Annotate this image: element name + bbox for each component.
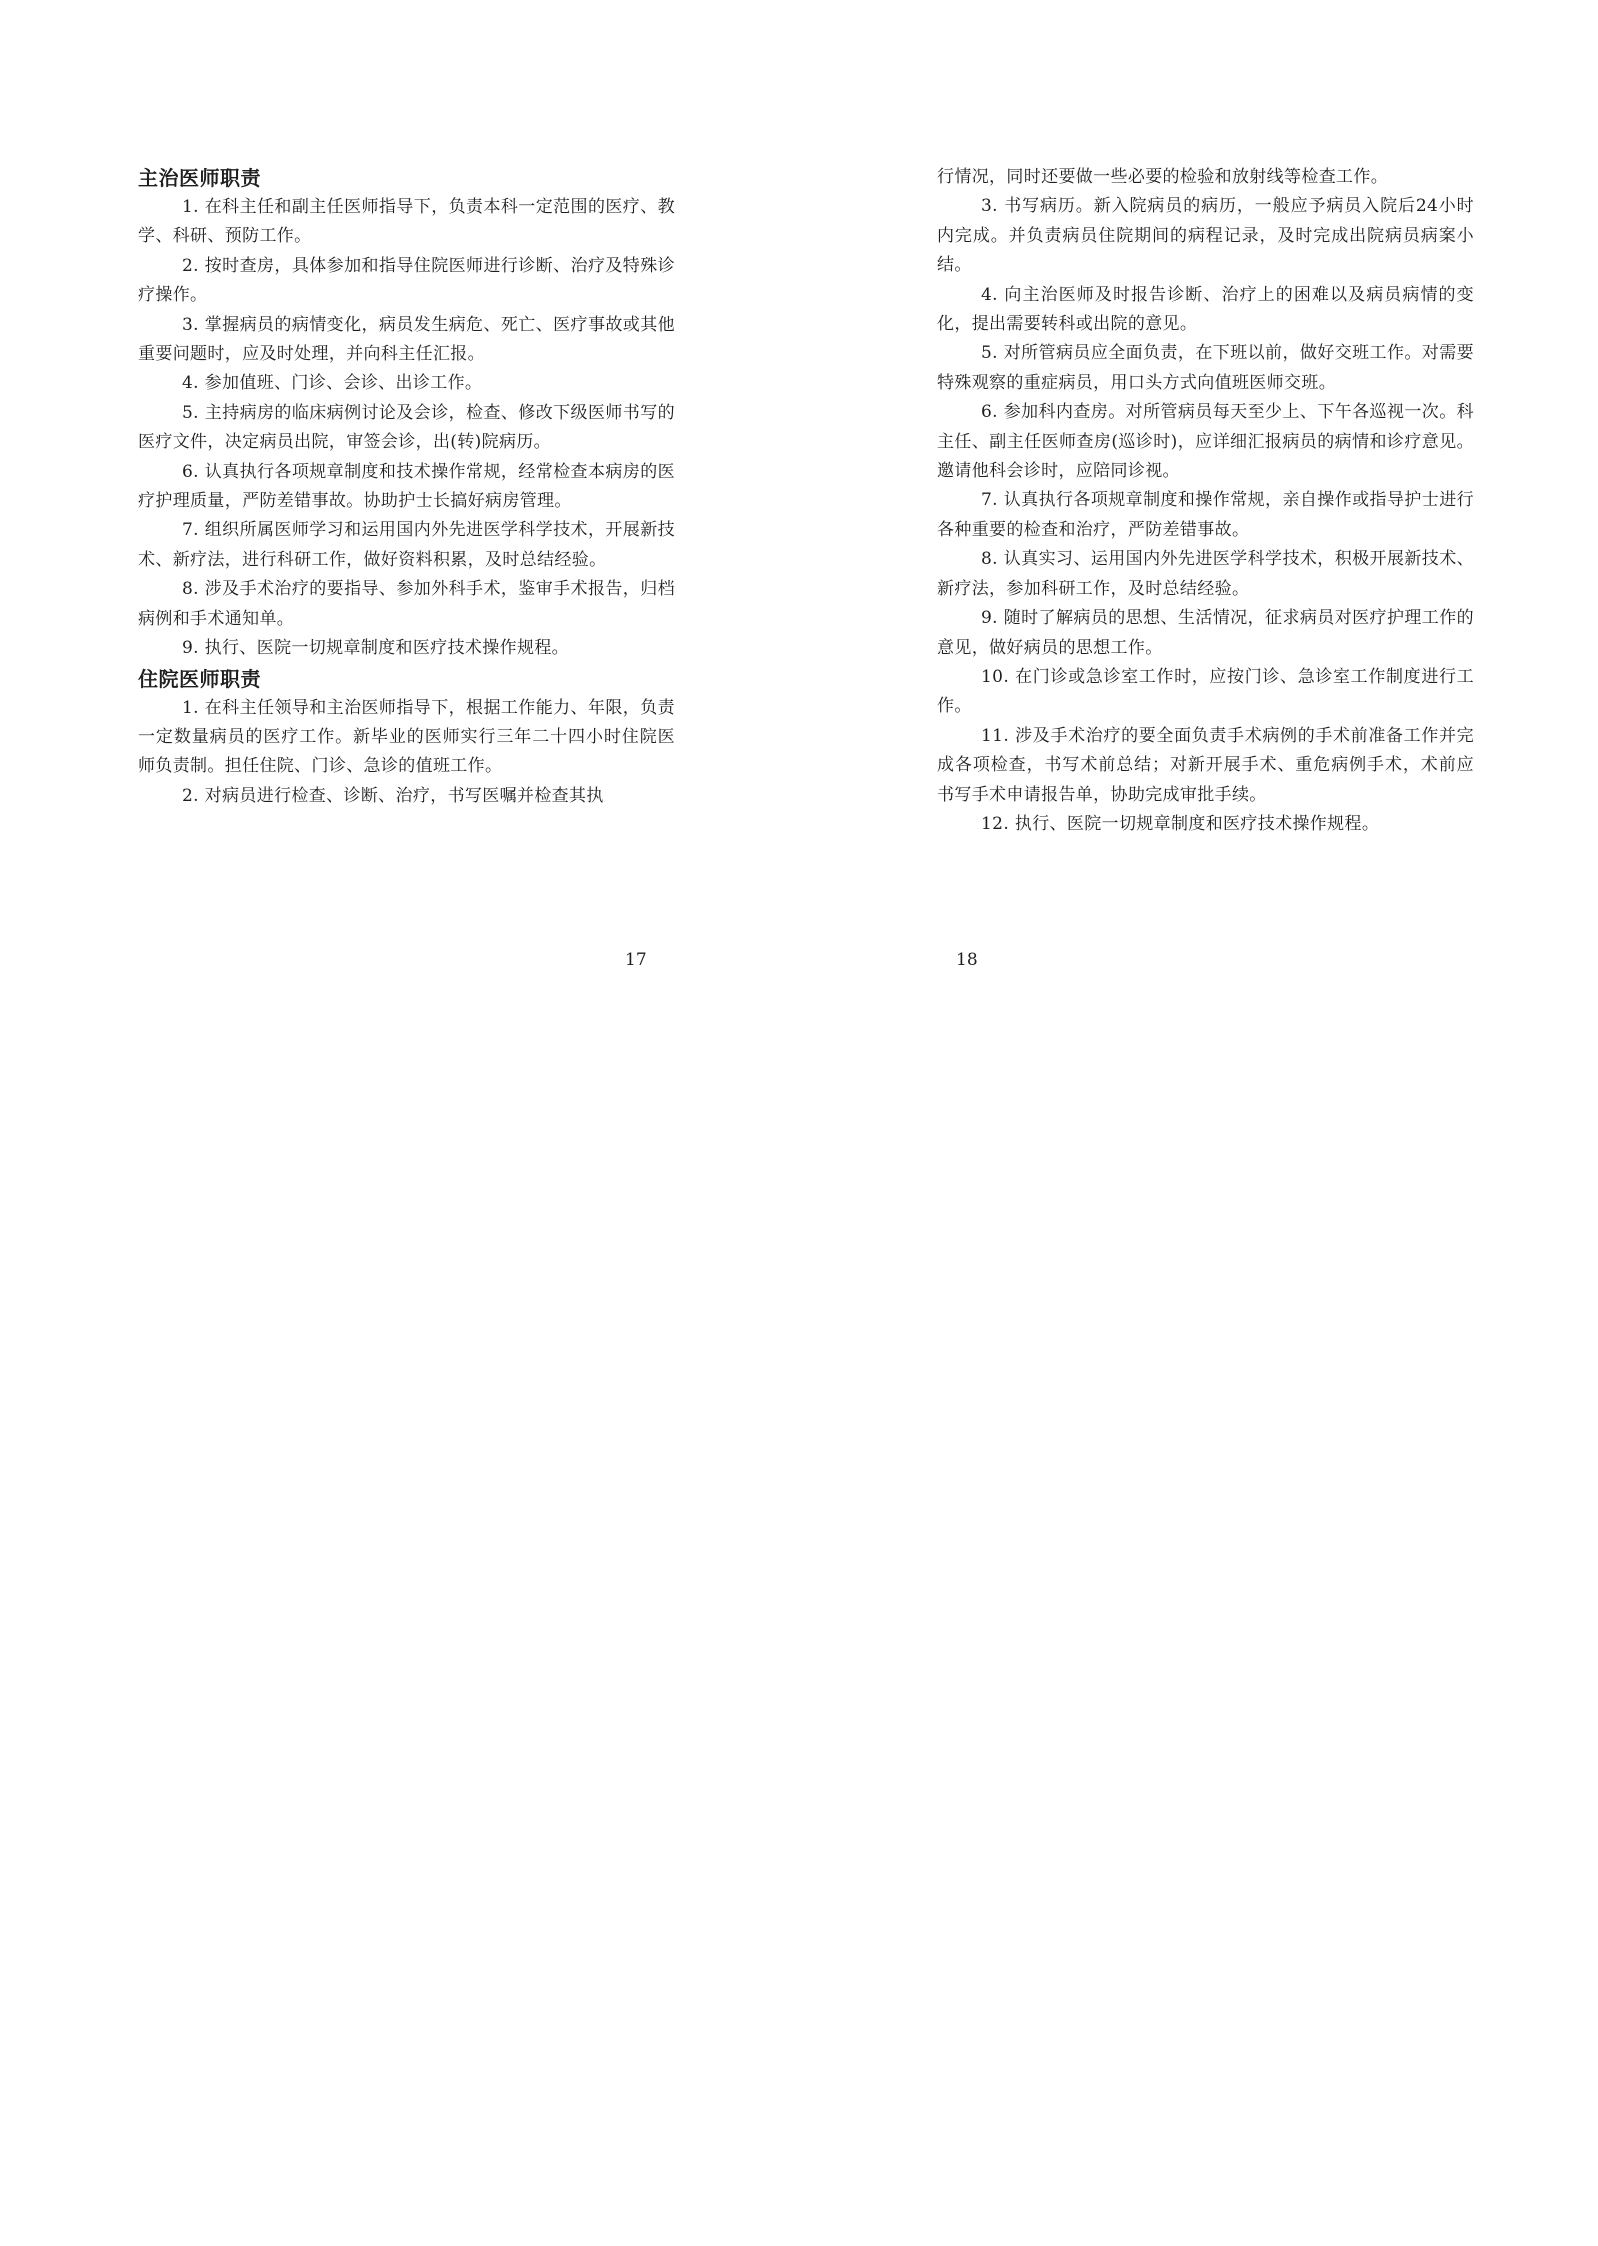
paragraph-attending-9: 9. 执行、医院一切规章制度和医疗技术操作规程。	[182, 638, 570, 659]
paragraph-resident-3: 3. 书写病历。新入院病员的病历，一般应予病员入院后24小时内完成。并负责病员住院期间的病程记录，及时完成出院病员病案小结。	[937, 196, 1474, 276]
paragraph-attending-7: 7. 组织所属医师学习和运用国内外先进医学科学技术，开展新技术、新疗法，进行科研工作，做好资料积累，及时总结经验。	[138, 520, 675, 570]
paragraph-attending-6: 6. 认真执行各项规章制度和技术操作常规，经常检查本病房的医疗护理质量，严防差错事故。协助护士长搞好病房管理。	[138, 461, 675, 512]
page-number-left: 17	[625, 950, 647, 970]
page-number-right: 18	[956, 950, 978, 970]
paragraph-resident-11: 11. 涉及手术治疗的要全面负责手术病例的手术前准备工作并完成各项检查，书写术前总结；对新开展手术、重危病例手术，术前应书写手术申请报告单，协助完成审批手续。	[937, 725, 1474, 805]
section-heading-attending-physician: 主治医师职责	[138, 166, 261, 190]
paragraph-attending-3: 3. 掌握病员的病情变化，病员发生病危、死亡、医疗事故或其他重要问题时，应及时处理，并向科主任汇报。	[138, 314, 675, 365]
paragraph-resident-6: 6. 参加科内查房。对所管病员每天至少上、下午各巡视一次。科主任、副主任医师查房(巡诊时)，应详细汇报病员的病情和诊疗意见。邀请他科会诊时，应陪同诊视。	[937, 402, 1474, 482]
paragraph-attending-2: 2. 按时查房，具体参加和指导住院医师进行诊断、治疗及特殊诊疗操作。	[138, 255, 675, 306]
paragraph-attending-8: 8. 涉及手术治疗的要指导、参加外科手术，鉴审手术报告，归档病例和手术通知单。	[138, 579, 675, 629]
paragraph-resident-12: 12. 执行、医院一切规章制度和医疗技术操作规程。	[981, 813, 1380, 834]
paragraph-attending-1: 1. 在科主任和副主任医师指导下，负责本科一定范围的医疗、教学、科研、预防工作。	[138, 197, 675, 247]
paragraph-attending-5: 5. 主持病房的临床病例讨论及会诊，检查、修改下级医师书写的医疗文件，决定病员出院，审签会诊，出(转)院病历。	[138, 402, 675, 453]
paragraph-resident-7: 7. 认真执行各项规章制度和操作常规，亲自操作或指导护士进行各种重要的检查和治疗，严防差错事故。	[937, 490, 1474, 540]
paragraph-resident-10: 10. 在门诊或急诊室工作时，应按门诊、急诊室工作制度进行工作。	[937, 666, 1474, 717]
paragraph-resident-1: 1. 在科主任领导和主治医师指导下，根据工作能力、年限，负责一定数量病员的医疗工作。新毕业的医师实行三年二十四小时住院医师负责制。担任住院、门诊、急诊的值班工作。	[138, 697, 675, 777]
paragraph-resident-4: 4. 向主治医师及时报告诊断、治疗上的困难以及病员病情的变化，提出需要转科或出院的意见。	[937, 284, 1474, 335]
right-page-column	[937, 163, 1474, 839]
paragraph-resident-8: 8. 认真实习、运用国内外先进医学科学技术，积极开展新技术、新疗法，参加科研工作，及时总结经验。	[937, 549, 1474, 599]
paragraph-resident-2: 2. 对病员进行检查、诊断、治疗，书写医嘱并检查其执	[182, 785, 604, 806]
paragraph-resident-5: 5. 对所管病员应全面负责，在下班以前，做好交班工作。对需要特殊观察的重症病员，用口头方式向值班医师交班。	[937, 343, 1474, 393]
paragraph-resident-2-continued: 行情况，同时还要做一些必要的检验和放射线等检查工作。	[937, 167, 1389, 187]
paragraph-resident-9: 9. 随时了解病员的思想、生活情况，征求病员对医疗护理工作的意见，做好病员的思想工作。	[937, 608, 1474, 658]
section-heading-resident-physician: 住院医师职责	[138, 666, 261, 691]
left-page-column	[138, 163, 675, 811]
paragraph-attending-4: 4. 参加值班、门诊、会诊、出诊工作。	[182, 373, 483, 394]
